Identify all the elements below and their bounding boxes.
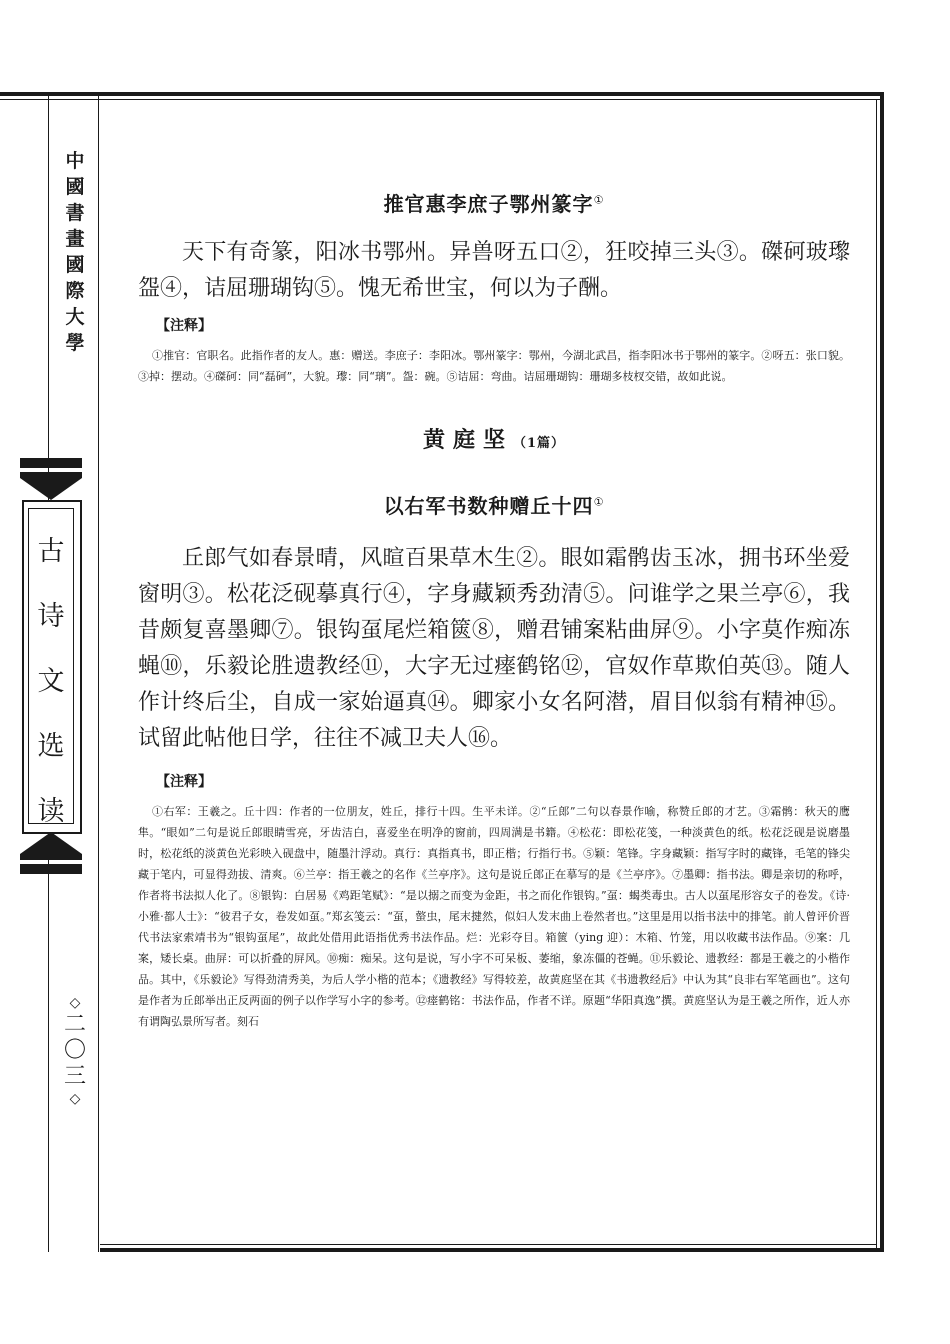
book-title-char: 古 (37, 536, 65, 567)
book-title-char: 诗 (37, 601, 65, 632)
page-number (61, 996, 89, 1110)
notes-label: 【注释】 (156, 774, 212, 790)
author-name: 黄庭坚 (422, 427, 513, 453)
series-title-char: 大 (65, 306, 85, 328)
page-number-digit: 三 (63, 1064, 86, 1089)
poem-title-text: 以右军书数种赠丘十四 (383, 494, 594, 518)
notes-label: 【注释】 (156, 318, 212, 334)
diamond-icon: ◇ (69, 1091, 81, 1107)
series-title-char: 書 (65, 202, 85, 224)
notes-body: ①右军：王羲之。丘十四：作者的一位朋友，姓丘，排行十四。生平未详。②“丘郎”二句以春景作喻，称赞丘郎的才艺。③霜鹘：秋天的鹰隼。“眼如”二句是说丘郎眼睛雪亮，牙齿洁白，喜爱坐在明净的窗前，四周满是书籍。④松花：即松花笺，一种淡黄色的纸。松花泛砚是说磨墨时，松花纸的淡黄色光彩映入砚盘中，随墨汁浮动。真行：真指真书，即正楷；行指行书。⑤颖：笔锋。字身藏颖：指写字时的藏锋，毛笔的锋尖藏于笔内，可显得劲拔、清爽。⑥兰亭：指王羲之的名作《兰亭序》。这句是说丘郎正在摹写的是《兰亭序》。⑦墨卿：指书法。卿是亲切的称呼，作者将书法拟人化了。⑧银钩：白居易《鸡距笔赋》：“是以搦之而变为金距，书之而化作银钩。”虿：蝎类毒虫。古人以虿尾形容女子的卷发。《诗·小雅·都人士》：“彼君子女，卷发如虿。”郑玄笺云：“虿，螫虫，尾末揵然，似妇人发末曲上卷然者也。”这里是用以指书法中的排笔。前人曾评价晋代书法家索靖书为“银钩虿尾”，故此处借用此语指优秀书法作品。烂：光彩夺目。箱篋（ying 迎）：木箱、竹笼，用以收藏书法作品。⑨案：几案，矮长桌。曲屏：可以折叠的屏风。⑩痴：痴呆。这句是说，写小字不可呆板、萎缩，象冻僵的苍蝇。⑪乐毅论、遗教经：都是王羲之的小楷作品。其中，《乐毅论》写得劲清秀美，为后人学小楷的范本；《遗教经》写得较差，故黄庭坚在其《书遗教经后》中认为其“良非右军笔画也”。这句是作者为丘郎举出正反两面的例子以作学写小字的参考。⑫瘗鹤铭：书法作品，作者不详。原题“华阳真逸”撰。黄庭坚认为是王羲之所作，近人亦有谓陶弘景所写者。刻石 (138, 805, 850, 1028)
series-title-char: 中 (65, 150, 85, 172)
poem-body: 丘郎气如春景晴，风暄百果草木生②。眼如霜鹘齿玉冰，拥书环坐爱窗明③。松花泛砚摹真行④，字身藏颖秀劲清⑤。问谁学之果兰亭⑥，我昔颇复喜墨卿⑦。银钩虿尾烂箱篋⑧，赠君铺案粘曲屏⑨。小字莫作痴冻蝇⑩，乐毅论胜遗教经⑪，大字无过瘗鹤铭⑫，官奴作草欺伯英⑬。随人作计终后尘，自成一家始逼真⑭。卿家小女名阿潜，眉目似翁有精神⑮。试留此帖他日学，往往不减卫夫人⑯。 (138, 546, 850, 751)
series-title (60, 152, 90, 360)
series-title-char: 國 (65, 254, 85, 276)
series-title-char: 畫 (65, 228, 85, 250)
poem-section-2 (138, 490, 850, 1032)
poem-title-text: 推官惠李庶子鄂州篆字 (383, 192, 594, 216)
frame-border-right (880, 92, 884, 1252)
poem-section-1 (138, 188, 850, 387)
notes-body: ①推官：官职名。此指作者的友人。惠：赠送。李庶子：李阳冰。鄂州篆字：鄂州，今湖北武昌，指李阳冰书于鄂州的篆字。②呀五：张口貌。③掉：摆动。④磔砢：同“磊砢”，大貌。瓈：同“璃”。盌：碗。⑤诘屈：弯曲。诘屈珊瑚钩：珊瑚多枝杈交错，故如此说。 (138, 349, 850, 383)
series-title-char: 際 (65, 280, 85, 302)
page-number-digit: 〇 (63, 1038, 86, 1063)
author-work-count: （1篇） (512, 436, 566, 451)
page-number-digit: 二 (63, 1012, 86, 1037)
poem-title (138, 490, 850, 519)
author-heading (138, 423, 850, 454)
series-title-char: 國 (65, 176, 85, 198)
diamond-icon: ◇ (69, 995, 81, 1011)
poem-body: 天下有奇篆，阳冰书鄂州。异兽呀五口②，狂咬掉三头③。磔砢玻瓈盌④，诘屈珊瑚钩⑤。愧无希世宝，何以为子酬。 (138, 240, 850, 301)
banner-cap-bottom (20, 864, 82, 874)
book-title-char: 文 (37, 666, 65, 697)
book-title (36, 538, 66, 863)
book-title-char: 读 (37, 796, 65, 827)
frame-border-bottom (100, 1248, 884, 1252)
poem-title (138, 188, 850, 217)
series-title-char: 學 (65, 332, 85, 354)
sidebar-rule-right (98, 96, 99, 1252)
main-content (138, 188, 850, 1032)
frame-border-right-inner (876, 99, 877, 1249)
frame-border-top (0, 92, 884, 96)
footnote-marker: ① (593, 193, 605, 207)
book-title-char: 选 (37, 731, 65, 762)
banner-cap-top (20, 458, 82, 468)
frame-border-bottom-inner (100, 1244, 877, 1245)
frame-border-top-inner (0, 99, 880, 100)
footnote-marker: ① (593, 495, 605, 509)
banner-point-top (20, 478, 82, 500)
